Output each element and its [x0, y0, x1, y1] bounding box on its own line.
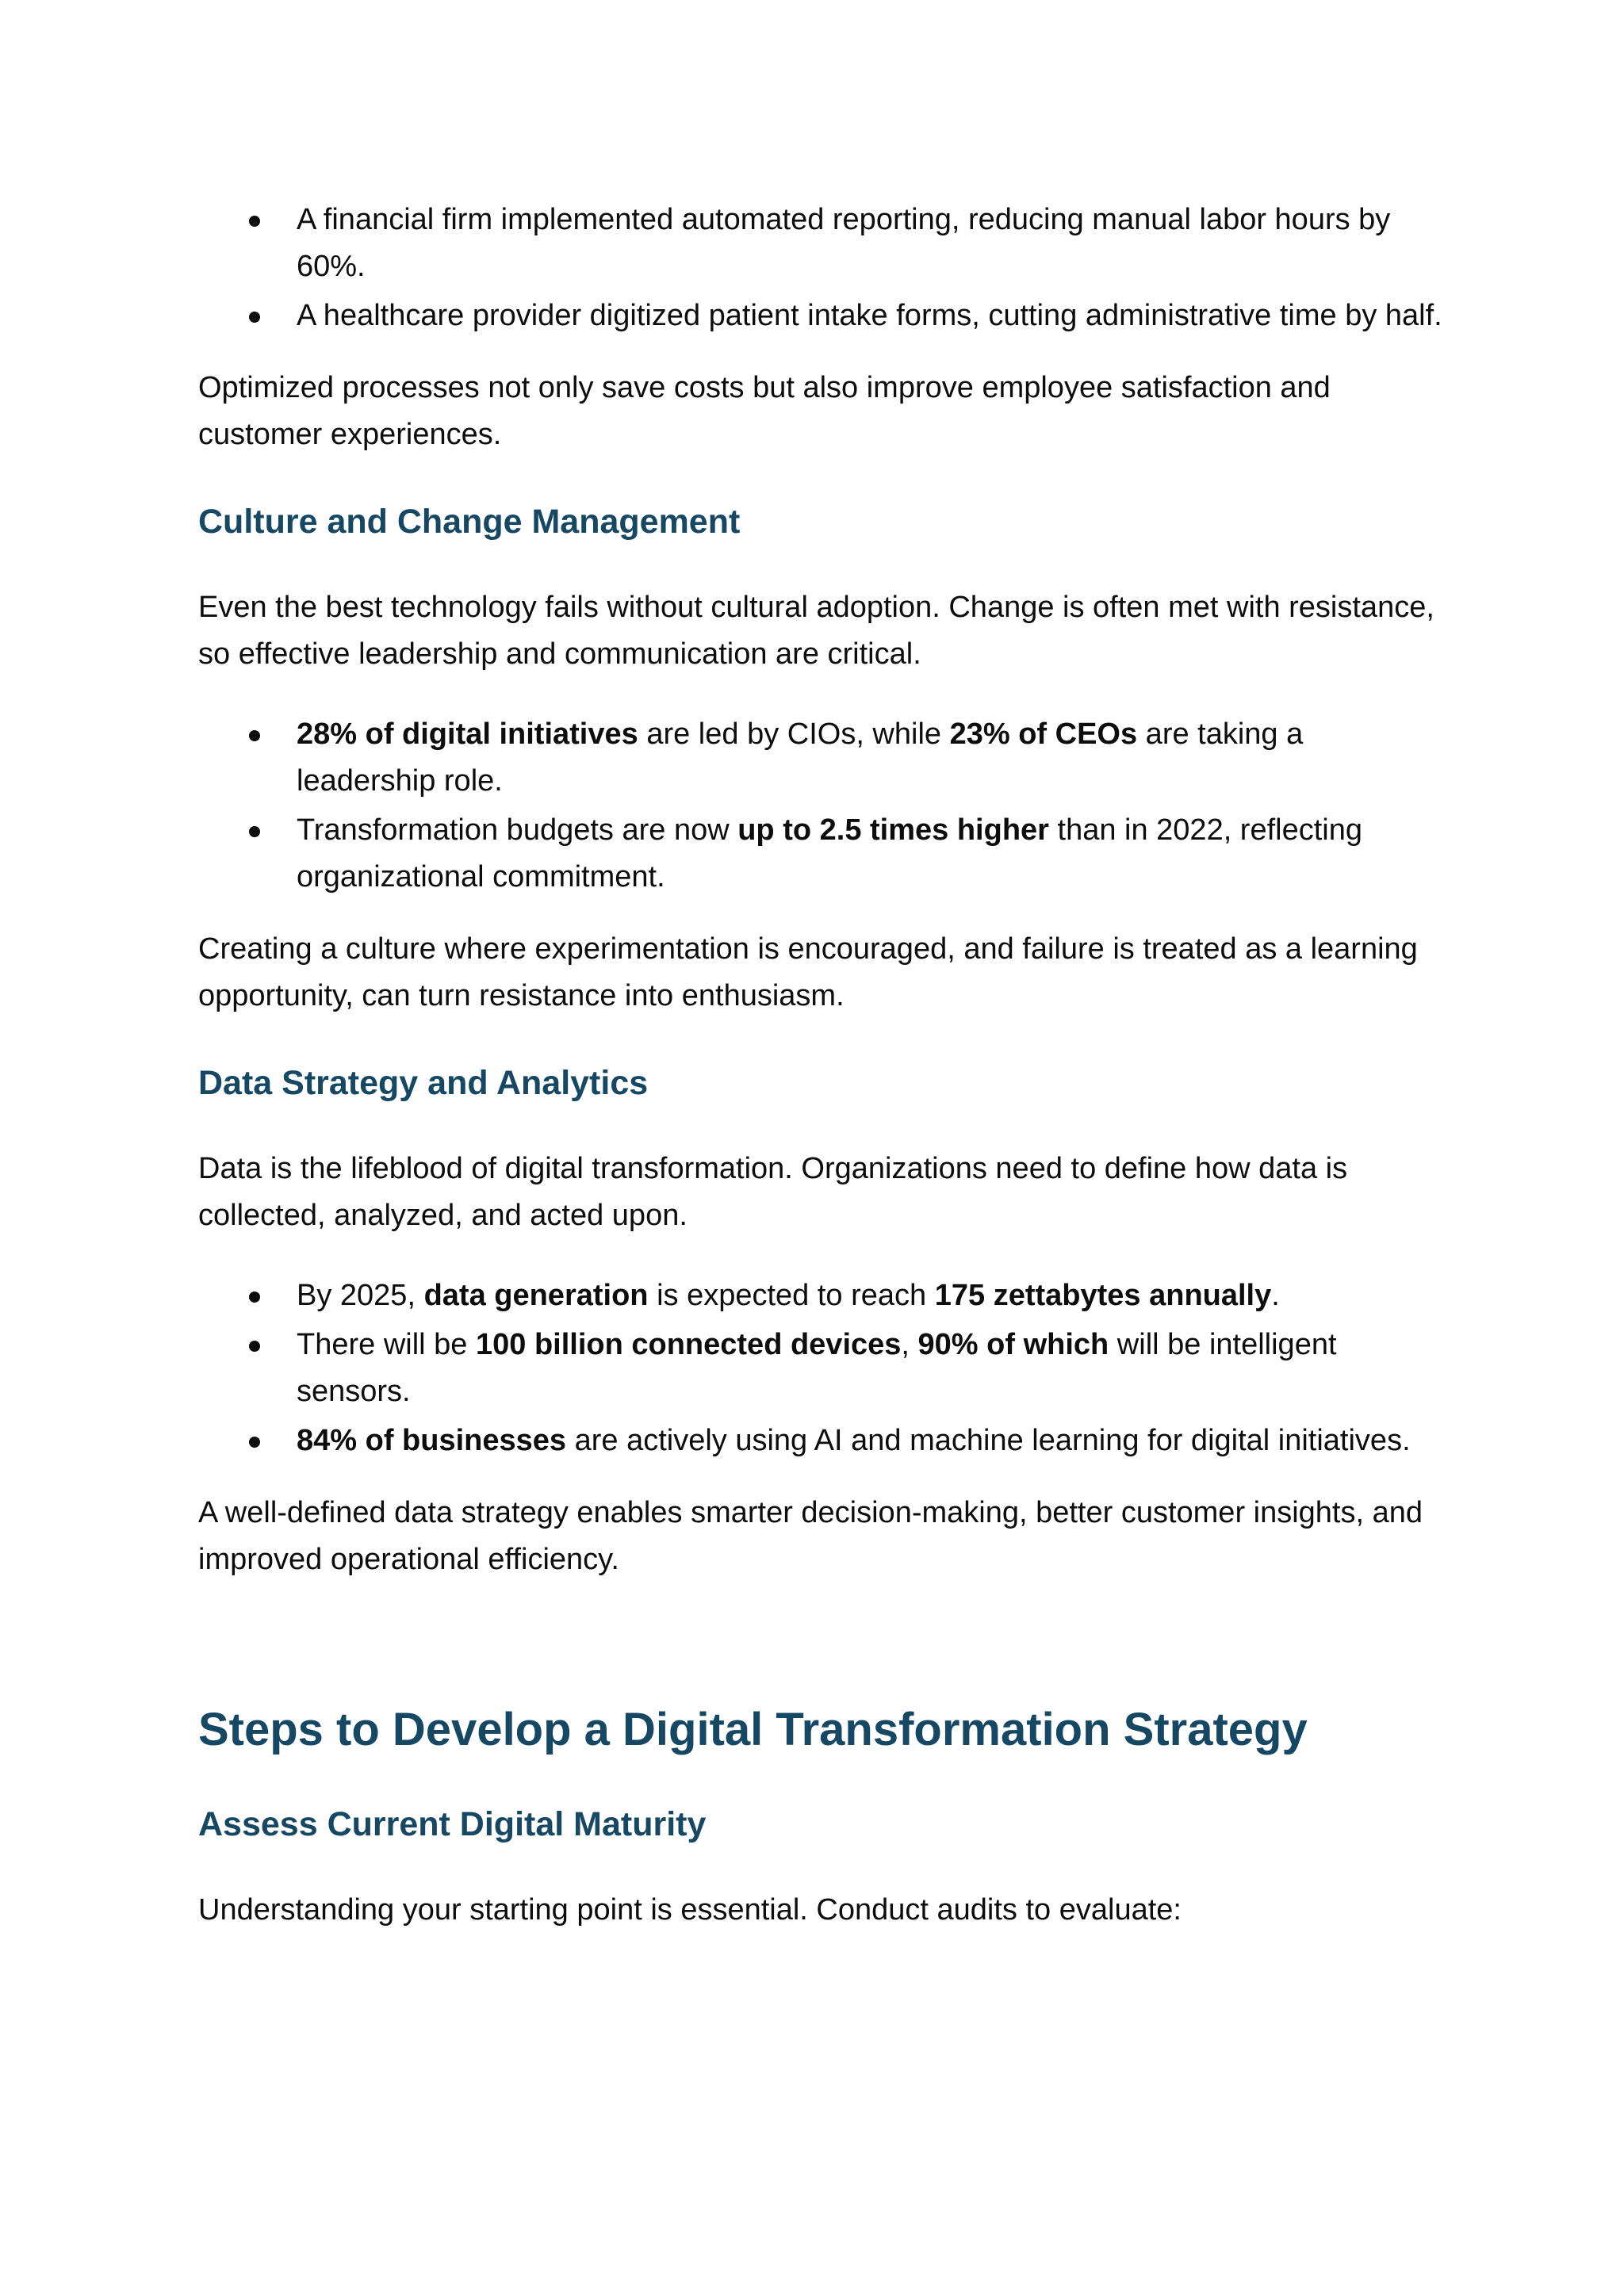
intro-bullet-list — [198, 197, 1450, 339]
bullet-icon — [249, 730, 260, 741]
data-strategy-heading: Data Strategy and Analytics — [198, 1064, 649, 1102]
list-item: Transformation budgets are now up to 2.5 times higher than in 2022, reflecting organizational commitment. — [198, 807, 1450, 901]
bullet-icon — [249, 216, 260, 227]
data-strategy-paragraph: Data is the lifeblood of digital transformation. Organizations need to define how data is collected, analyzed, and acted upon. — [198, 1152, 1348, 1232]
bullet-icon — [249, 1292, 260, 1303]
intro-paragraph: Optimized processes not only save costs but also improve employee satisfaction and customer experiences. — [198, 371, 1331, 451]
list-item: A financial firm implemented automated reporting, reducing manual labor hours by 60%. — [198, 197, 1450, 290]
list-item: By 2025, data generation is expected to reach 175 zettabytes annually. — [198, 1272, 1450, 1319]
bullet-icon — [249, 1341, 260, 1352]
bullet-icon — [249, 1437, 260, 1448]
list-item: 28% of digital initiatives are led by CIOs, while 23% of CEOs are taking a leadership role. — [198, 711, 1450, 805]
steps-section-title: Steps to Develop a Digital Transformation Strategy — [198, 1704, 1308, 1755]
list-item: A healthcare provider digitized patient intake forms, cutting administrative time by half. — [198, 293, 1450, 339]
data-strategy-bullet-list — [198, 1272, 1450, 1464]
bullet-icon — [249, 312, 260, 323]
culture-bullet-list — [198, 711, 1450, 901]
assess-paragraph: Understanding your starting point is essential. Conduct audits to evaluate: — [198, 1893, 1182, 1927]
culture-heading: Culture and Change Management — [198, 503, 741, 541]
assess-heading: Assess Current Digital Maturity — [198, 1805, 707, 1843]
list-item: 84% of businesses are actively using AI and machine learning for digital initiatives. — [198, 1418, 1450, 1464]
culture-closing-paragraph: Creating a culture where experimentation is encouraged, and failure is treated as a learning opportunity, can turn resistance into enthusiasm. — [198, 932, 1418, 1012]
culture-paragraph: Even the best technology fails without cultural adoption. Change is often met with resistance, so effective leadership and communication are critical. — [198, 591, 1434, 671]
data-strategy-closing-paragraph: A well-defined data strategy enables smarter decision-making, better customer insights, and improved operational efficiency. — [198, 1496, 1423, 1576]
bullet-icon — [249, 826, 260, 837]
list-item: There will be 100 billion connected devices, 90% of which will be intelligent sensors. — [198, 1322, 1450, 1415]
